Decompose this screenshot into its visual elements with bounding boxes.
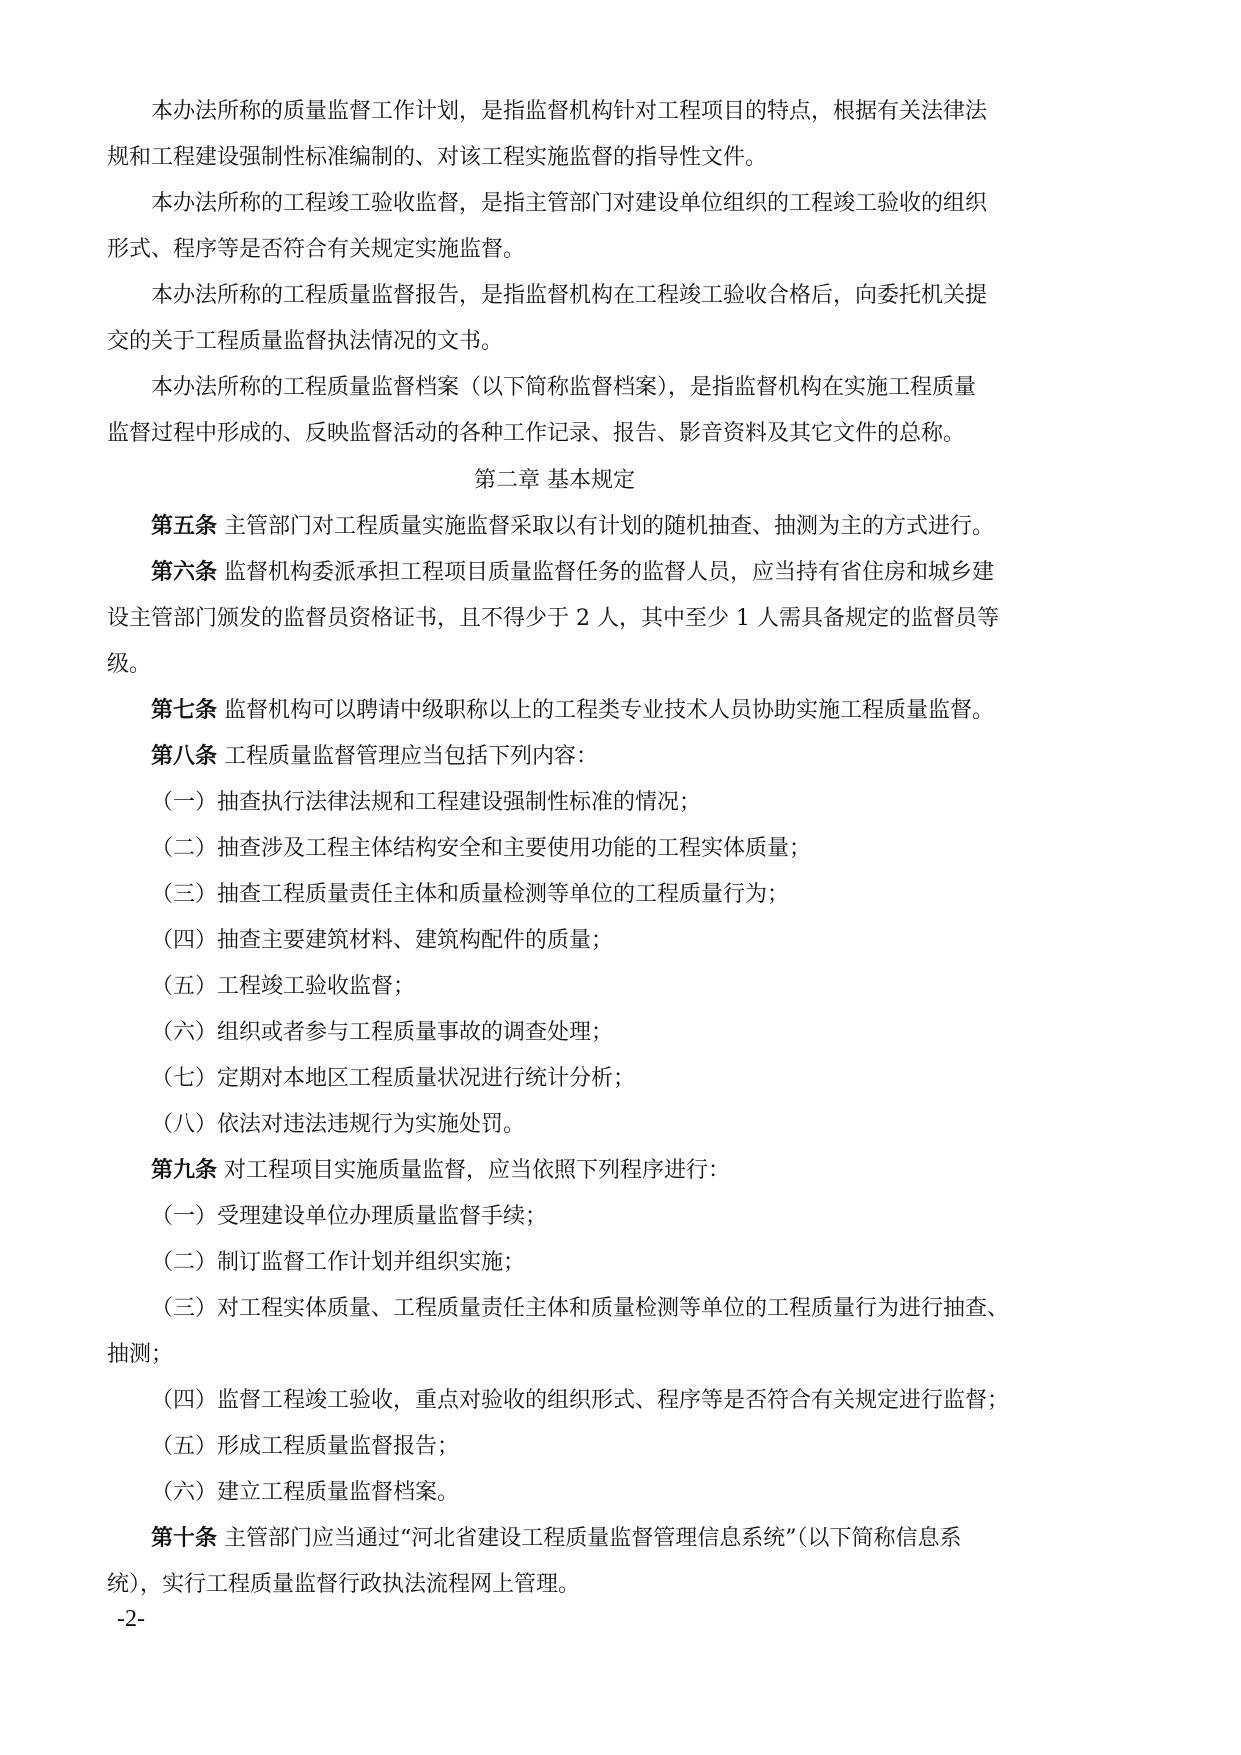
article-9-item-continuation: 抽测； [107,1342,174,1367]
article-10-line-1 [151,1524,962,1554]
article-7-label: 第七条 [151,698,218,723]
article-9-label: 第九条 [151,1158,218,1183]
page-number: -2- [117,1606,145,1632]
article-7 [151,696,994,726]
paragraph-4-line-1: 本办法所称的工程质量监督档案（以下简称监督档案），是指监督机构在实施工程质量 [151,375,977,400]
article-6-line-3: 级。 [107,652,152,677]
article-8-label: 第八条 [151,744,218,769]
article-9-item: （三）对工程实体质量、工程质量责任主体和质量检测等单位的工程质量行为进行抽查、 [151,1296,1010,1321]
paragraph-1-line-2: 规和工程建设强制性标准编制的、对该工程实施监督的指导性文件。 [107,145,768,170]
article-6-line-1 [151,558,994,588]
article-9-item: （四）监督工程竣工验收，重点对验收的组织形式、程序等是否符合有关规定进行监督； [151,1388,1010,1413]
article-7-text: 监督机构可以聘请中级职称以上的工程类专业技术人员协助实施工程质量监督。 [217,698,995,723]
article-9-item: （六）建立工程质量监督档案。 [151,1480,460,1505]
paragraph-4-line-2: 监督过程中形成的、反映监督活动的各种工作记录、报告、影音资料及其它文件的总称。 [107,421,966,446]
chapter-title: 第二章 基本规定 [474,468,635,493]
article-9-item: （一）受理建设单位办理质量监督手续； [151,1204,548,1229]
paragraph-3-line-1: 本办法所称的工程质量监督报告，是指监督机构在工程竣工验收合格后，向委托机关提 [151,283,988,308]
article-10-label: 第十条 [151,1526,218,1551]
article-8-item: （六）组织或者参与工程质量事故的调查处理； [151,1020,614,1045]
article-8-item: （四）抽查主要建筑材料、建筑构配件的质量； [151,928,614,953]
article-8-text: 工程质量监督管理应当包括下列内容： [217,744,599,769]
article-5-label: 第五条 [151,514,218,539]
article-8-item: （五）工程竣工验收监督； [151,974,416,999]
article-8-item: （一）抽查执行法律法规和工程建设强制性标准的情况； [151,790,702,815]
article-5-text: 主管部门对工程质量实施监督采取以有计划的随机抽查、抽测为主的方式进行。 [217,514,995,539]
article-6-label: 第六条 [151,560,218,585]
paragraph-2-line-1: 本办法所称的工程竣工验收监督，是指主管部门对建设单位组织的工程竣工验收的组织 [151,191,988,216]
article-9-item: （二）制订监督工作计划并组织实施； [151,1250,526,1275]
article-10-text: 主管部门应当通过“河北省建设工程质量监督管理信息系统”（以下简称信息系 [217,1526,962,1551]
article-8-item: （八）依法对违法违规行为实施处罚。 [151,1112,526,1137]
paragraph-2-line-2: 形式、程序等是否符合有关规定实施监督。 [107,237,526,262]
article-8 [151,742,598,772]
article-6-text: 监督机构委派承担工程项目质量监督任务的监督人员，应当持有省住房和城乡建 [217,560,995,585]
article-9-item: （五）形成工程质量监督报告； [151,1434,460,1459]
article-9-text: 对工程项目实施质量监督，应当依照下列程序进行： [217,1158,731,1183]
paragraph-3-line-2: 交的关于工程质量监督执法情况的文书。 [107,329,504,354]
paragraph-1-line-1: 本办法所称的质量监督工作计划，是指监督机构针对工程项目的特点，根据有关法律法 [151,99,988,124]
article-8-item: （二）抽查涉及工程主体结构安全和主要使用功能的工程实体质量； [151,836,812,861]
article-8-item: （三）抽查工程质量责任主体和质量检测等单位的工程质量行为； [151,882,790,907]
article-8-item: （七）定期对本地区工程质量状况进行统计分析； [151,1066,636,1091]
article-9 [151,1156,730,1186]
article-6-line-2: 设主管部门颁发的监督员资格证书，且不得少于 2 人，其中至少 1 人需具备规定的监督员等 [107,606,999,631]
article-10-line-2: 统），实行工程质量监督行政执法流程网上管理。 [107,1572,581,1597]
article-5 [151,512,994,542]
